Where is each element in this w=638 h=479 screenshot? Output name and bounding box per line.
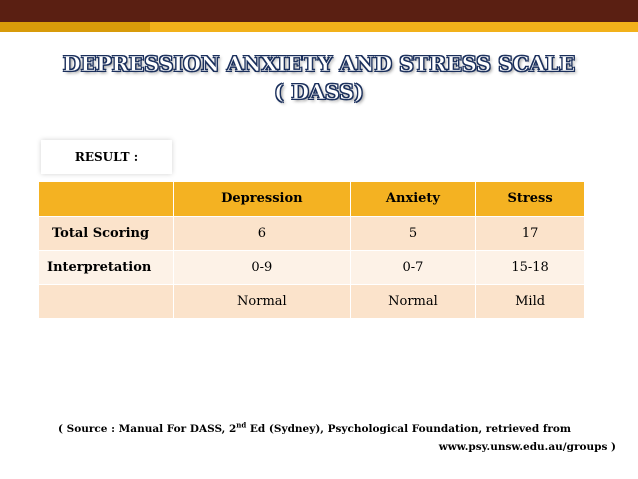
source-text-part2: Ed (Sydney), Psychological Foundation, retrieved from: [246, 423, 572, 435]
cell-stress: 15-18: [476, 250, 585, 284]
cell-depression: 6: [174, 216, 351, 250]
slide-title: [0, 50, 638, 106]
cell-stress: Mild: [476, 284, 585, 318]
result-label: RESULT :: [41, 140, 172, 174]
table-row-interpretation: [39, 250, 585, 284]
header-cell-stress: Stress: [476, 182, 585, 216]
header-cell-depression: Depression: [174, 182, 351, 216]
cell-anxiety: Normal: [350, 284, 475, 318]
source-superscript: nd: [236, 420, 247, 430]
row-label: [39, 284, 174, 318]
cell-stress: 17: [476, 216, 585, 250]
source-line2: www.psy.unsw.edu.au/groups ): [438, 441, 616, 453]
slide-title-line2: ( DASS): [274, 80, 364, 104]
table-row-total-scoring: [39, 216, 585, 250]
source-citation: [40, 420, 616, 456]
cell-anxiety: 0-7: [350, 250, 475, 284]
source-text-part1: ( Source : Manual For DASS, 2: [58, 423, 237, 435]
cell-anxiety: 5: [350, 216, 475, 250]
gold-accent-stripe: [0, 22, 638, 32]
table-row-result: [39, 284, 585, 318]
row-label: Interpretation: [39, 250, 174, 284]
slide-title-line1: DEPRESSION ANXIETY AND STRESS SCALE: [62, 52, 576, 76]
header-cell-blank: [39, 182, 174, 216]
cell-depression: 0-9: [174, 250, 351, 284]
row-label: Total Scoring: [39, 216, 174, 250]
top-banner-bar: [0, 0, 638, 22]
table-header-row: [39, 182, 585, 216]
source-line1: [40, 420, 616, 438]
dass-results-table: [39, 182, 585, 319]
cell-depression: Normal: [174, 284, 351, 318]
header-cell-anxiety: Anxiety: [350, 182, 475, 216]
